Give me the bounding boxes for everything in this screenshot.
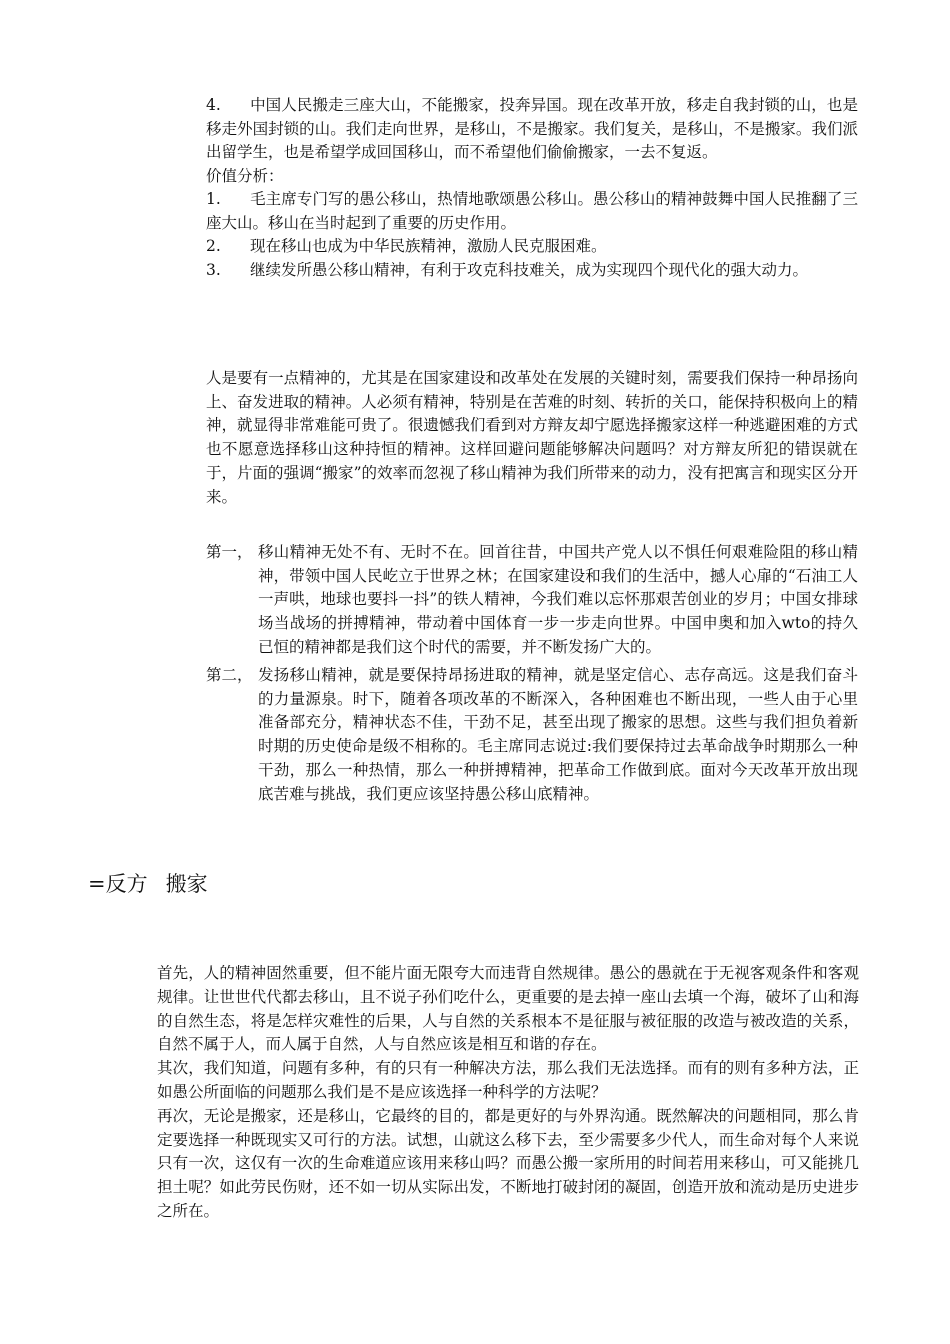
argument-second <box>206 664 858 806</box>
paragraph-first: 首先，人的精神固然重要，但不能片面无限夸大而违背自然规律。愚公的愚就在于无视客观条件和客观规律。让世世代代都去移山，且不说子孙们吃什么，更重要的是去掉一座山去填一个海，破坏了山和海的自然生态，将是怎样灾难性的后果，人与自然的关系根本不是征服与被征服的改造与被改造的关系，自然不属于人，而人属于自然，人与自然应该是相互和谐的存在。 <box>157 964 859 1054</box>
argument-first <box>206 541 858 660</box>
argument-text: 移山精神无处不有、无时不在。回首往昔，中国共产党人以不惧任何艰难险阻的移山精神，带领中国人民屹立于世界之林；在国家建设和我们的生活中，撼人心扉的“石油工人一声哄，地球也要抖一抖”的铁人精神，今我们难以忘怀那艰苦创业的岁月；中国女排球场当战场的拼搏精神，带动着中国体育一步一步走向世界。中国申奥和加入wto的持久已恒的精神都是我们这个时代的需要，并不断发扬广大的。 <box>258 543 858 656</box>
topic-label: 搬家 <box>165 872 208 896</box>
point-4 <box>206 94 858 165</box>
point-number: 2. <box>206 237 221 255</box>
paragraph-second: 其次，我们知道，问题有多种，有的只有一种解决方法，那么我们无法选择。而有的则有多种方法，正如愚公所面临的问题那么我们是不是应该选择一种科学的方法呢？ <box>157 1059 859 1101</box>
analysis-title: 价值分析： <box>206 166 284 185</box>
analysis-point-3 <box>206 259 858 283</box>
argument-text: 发扬移山精神，就是要保持昂扬进取的精神，就是坚定信心、志存高远。这是我们奋斗的力量源泉。时下，随着各项改革的不断深入，各种困难也不断出现，一些人由于心里准备部充分，精神状态不佳，干劲不足，甚至出现了搬家的思想。这些与我们担负着新时期的历史使命是级不相称的。毛主席同志说过:我们要保持过去革命战争时期那么一种干劲，那么一种热情，那么一种拼搏精神，把革命工作做到底。面对今天改革开放出现底苦难与挑战，我们更应该坚持愚公移山底精神。 <box>258 666 858 803</box>
argument-label: 第一， <box>206 543 253 561</box>
spirit-intro-paragraph: 人是要有一点精神的，尤其是在国家建设和改革处在发展的关键时刻，需要我们保持一种昂扬向上、奋发进取的精神。人必须有精神，特别是在苦难的时刻、转折的关口，能保持积极向上的精神，就显得非常难能可贵了。很遗憾我们看到对方辩友却宁愿选择搬家这样一种逃避困难的方式也不愿意选择移山这种持恒的精神。这样回避问题能够解决问题吗？对方辩友所犯的错误就在于，片面的强调“搬家”的效率而忽视了移山精神为我们所带来的动力，没有把寓言和现实区分开来。 <box>206 369 858 506</box>
point-number: 1. <box>206 190 221 208</box>
side-label: =反方 <box>88 872 148 896</box>
point-text: 中国人民搬走三座大山，不能搬家，投奔异国。现在改革开放，移走自我封锁的山，也是移走外国封锁的山。我们走向世界，是移山，不是搬家。我们复关，是移山，不是搬家。我们派出留学生，也是希望学成回国移山，而不希望他们偷偷搬家，一去不复返。 <box>206 96 858 161</box>
analysis-point-1 <box>206 188 858 235</box>
point-text: 继续发所愚公移山精神，有利于攻克科技难关，成为实现四个现代化的强大动力。 <box>250 260 809 279</box>
value-analysis-section <box>206 94 858 282</box>
point-number: 4. <box>206 96 221 114</box>
point-text: 现在移山也成为中华民族精神，激励人民克服困难。 <box>250 237 607 255</box>
opposition-argument <box>157 962 859 1224</box>
argument-label: 第二， <box>206 666 253 684</box>
analysis-point-2 <box>206 235 858 259</box>
point-text: 毛主席专门写的愚公移山，热情地歌颂愚公移山。愚公移山的精神鼓舞中国人民推翻了三座大山。移山在当时起到了重要的历史作用。 <box>206 190 858 232</box>
point-number: 3. <box>206 260 221 279</box>
paragraph-third: 再次，无论是搬家，还是移山，它最终的目的，都是更好的与外界沟通。既然解决的问题相同，那么肯定要选择一种既现实又可行的方法。试想，山就这么移下去，至少需要多少代人，而生命对每个人来说只有一次，这仅有一次的生命难道应该用来移山吗？而愚公搬一家所用的时间若用来移山，可又能挑几担土呢？如此劳民伤财，还不如一切从实际出发，不断地打破封闭的凝固，创造开放和流动是历史进步之所在。 <box>157 1106 859 1220</box>
opposition-heading <box>88 869 208 899</box>
